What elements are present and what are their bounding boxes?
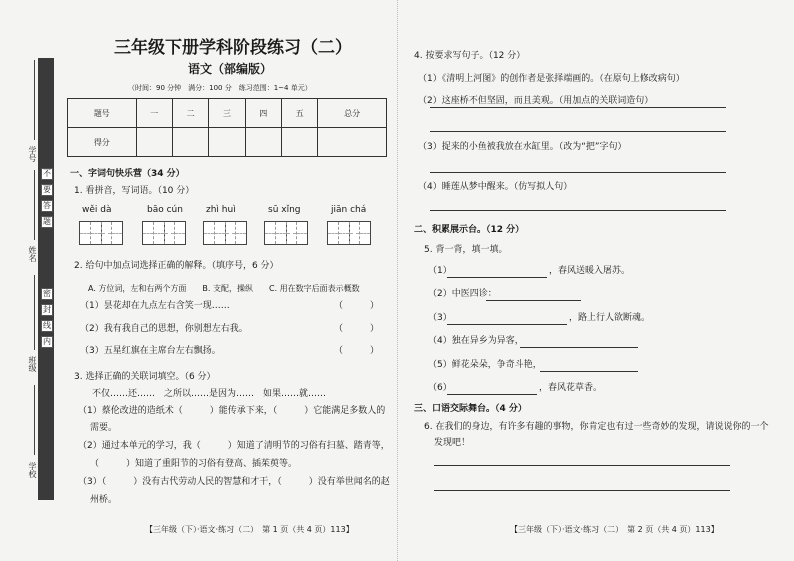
score-cell[interactable] (245, 128, 281, 157)
question-5: 5. 背一背，填一填。 (424, 245, 508, 255)
student-id-label: 学号 (28, 146, 37, 162)
question-3-2-cont: （ ）知道了重阳节的习俗有登高、插茱萸等。 (90, 459, 298, 469)
score-cell[interactable] (281, 128, 317, 157)
question-3-2: （2）通过本单元的学习，我（ ）知道了清明节的习俗有扫墓、踏青等， (78, 441, 390, 451)
answer-paren[interactable]: （ ） (334, 324, 380, 334)
question-5-5: （5）鲜花朵朵，争奇斗艳， (428, 360, 542, 370)
question-4-2: （2）这座桥不但坚固，而且美观。（用加点的关联词造句） (418, 96, 654, 106)
question-4: 4. 按要求写句子。（12 分） (414, 51, 526, 61)
seal-notice-2 (41, 288, 53, 348)
seal-char: 封 (43, 305, 51, 314)
answer-line[interactable] (430, 131, 726, 132)
score-header: 题号 (68, 99, 137, 128)
question-3: 3. 选择正确的关联词填空。（6 分） (74, 372, 216, 382)
exam-info: （时间：90 分钟 满分：100 分 练习范围：1~4 单元） (128, 84, 312, 92)
page-divider (397, 0, 398, 561)
pinyin-5: jiān chá (331, 205, 367, 215)
seal-notice (41, 168, 53, 228)
answer-line[interactable] (430, 107, 726, 108)
pinyin-2: bāo cún (147, 205, 183, 215)
score-cell[interactable] (209, 128, 245, 157)
exam-title: 三年级下册学科阶段练习（二） (114, 38, 352, 58)
question-4-1: （1）《清明上河图》的创作者是张择端画的。（在原句上修改病句） (418, 74, 685, 84)
question-2-1: （1）昙花却在九点左右含笑一现…… (80, 301, 230, 311)
fill-line (34, 60, 35, 140)
seal-char: 题 (43, 217, 51, 226)
answer-line[interactable] (430, 172, 726, 173)
answer-paren[interactable]: （ ） (334, 301, 380, 311)
answer-blank[interactable] (486, 299, 581, 301)
score-cell[interactable] (136, 128, 172, 157)
score-table (67, 98, 387, 157)
score-header: 四 (245, 99, 281, 128)
answer-blank[interactable] (447, 276, 547, 278)
seal-char: 要 (43, 185, 51, 194)
question-5-6: ，春风花草香。 (539, 383, 603, 393)
answer-blank[interactable] (447, 393, 537, 395)
question-2-2: （2）我有我自己的思想，你别想左右我。 (80, 324, 248, 334)
section-2-heading: 二、积累展示台。（12 分） (414, 225, 525, 235)
writing-grid[interactable] (142, 221, 186, 245)
question-4-4: （4）睡莲从梦中醒来。（仿写拟人句） (418, 182, 573, 192)
q5-num-6: （6） (428, 383, 452, 393)
score-header: 一 (136, 99, 172, 128)
writing-grid[interactable] (79, 221, 123, 245)
seal-char: 内 (43, 337, 51, 346)
pinyin-4: sū xǐng (268, 205, 301, 215)
question-6: 6. 在我们的身边，有许多有趣的事物，你肯定也有过一些奇妙的发现，请说说你的一个 (424, 422, 769, 432)
fill-line (34, 170, 35, 240)
answer-blank[interactable] (447, 323, 567, 325)
answer-line[interactable] (434, 490, 730, 491)
section-3-heading: 三、口语交际舞台。（4 分） (414, 404, 527, 414)
score-cell[interactable] (318, 128, 387, 157)
question-2: 2. 给句中加点词选择正确的解释。（填序号，6 分） (74, 261, 279, 271)
page-2-footer: 【三年级（下）·语文·练习（二） 第 2 页（共 4 页）113】 (510, 525, 719, 534)
pinyin-1: wěi dà (82, 205, 112, 215)
answer-line[interactable] (434, 465, 730, 466)
section-1-heading: 一、字词句快乐营（34 分） (70, 169, 185, 179)
question-3-1-cont: 需要。 (90, 423, 118, 433)
score-label: 得分 (68, 128, 137, 157)
question-6-cont: 发现吧！ (434, 438, 471, 448)
question-5-1: ，春风送暖入屠苏。 (549, 266, 631, 276)
writing-grid[interactable] (264, 221, 308, 245)
score-cell[interactable] (172, 128, 208, 157)
writing-grid[interactable] (327, 221, 371, 245)
answer-line[interactable] (430, 210, 726, 211)
page-1-footer: 【三年级（下）·语文·练习（二） 第 1 页（共 4 页）113】 (145, 525, 354, 534)
binding-strip (38, 58, 54, 500)
class-label: 班级 (28, 356, 37, 372)
fill-line (34, 385, 35, 455)
question-2-3: （3）五星红旗在主席台左右飘扬。 (80, 346, 221, 356)
score-header: 五 (281, 99, 317, 128)
score-header: 二 (172, 99, 208, 128)
answer-blank[interactable] (520, 346, 638, 348)
question-5-3: ，路上行人欲断魂。 (569, 313, 651, 323)
q5-num-1: （1） (428, 266, 452, 276)
seal-char: 不 (43, 169, 51, 178)
seal-char: 密 (43, 289, 51, 298)
question-3-3: （3）（ ）没有古代劳动人民的智慧和才干，（ ）没有举世闻名的赵 (78, 477, 390, 487)
question-3-3-cont: 州桥。 (90, 495, 118, 505)
question-4-3: （3）捉来的小鱼被我放在水缸里。（改为“把”字句） (418, 142, 627, 152)
school-label: 学校 (28, 462, 37, 478)
answer-paren[interactable]: （ ） (334, 346, 380, 356)
question-3-1: （1）蔡伦改进的造纸术（ ）能传承下来，（ ）它能满足多数人的 (78, 406, 386, 416)
q5-num-3: （3） (428, 313, 452, 323)
pinyin-3: zhì huì (206, 205, 236, 215)
question-1: 1. 看拼音，写词语。（10 分） (74, 186, 195, 196)
seal-char: 答 (43, 201, 51, 210)
question-5-4: （4）独在异乡为异客， (428, 336, 524, 346)
writing-grid[interactable] (203, 221, 247, 245)
fill-line (34, 275, 35, 350)
name-label: 姓名 (28, 246, 37, 262)
question-3-words: 不仅……还…… 之所以……是因为…… 如果……就…… (92, 389, 327, 399)
question-5-2: （2）中医四诊： (428, 289, 497, 299)
exam-subtitle: 语文（部编版） (188, 62, 273, 76)
seal-char: 线 (43, 321, 51, 330)
score-header: 三 (209, 99, 245, 128)
question-2-options: A. 方位词，左和右两个方面 B. 支配，操纵 C. 用在数字后面表示概数 (88, 284, 360, 293)
answer-blank[interactable] (540, 370, 638, 372)
score-header: 总分 (318, 99, 387, 128)
